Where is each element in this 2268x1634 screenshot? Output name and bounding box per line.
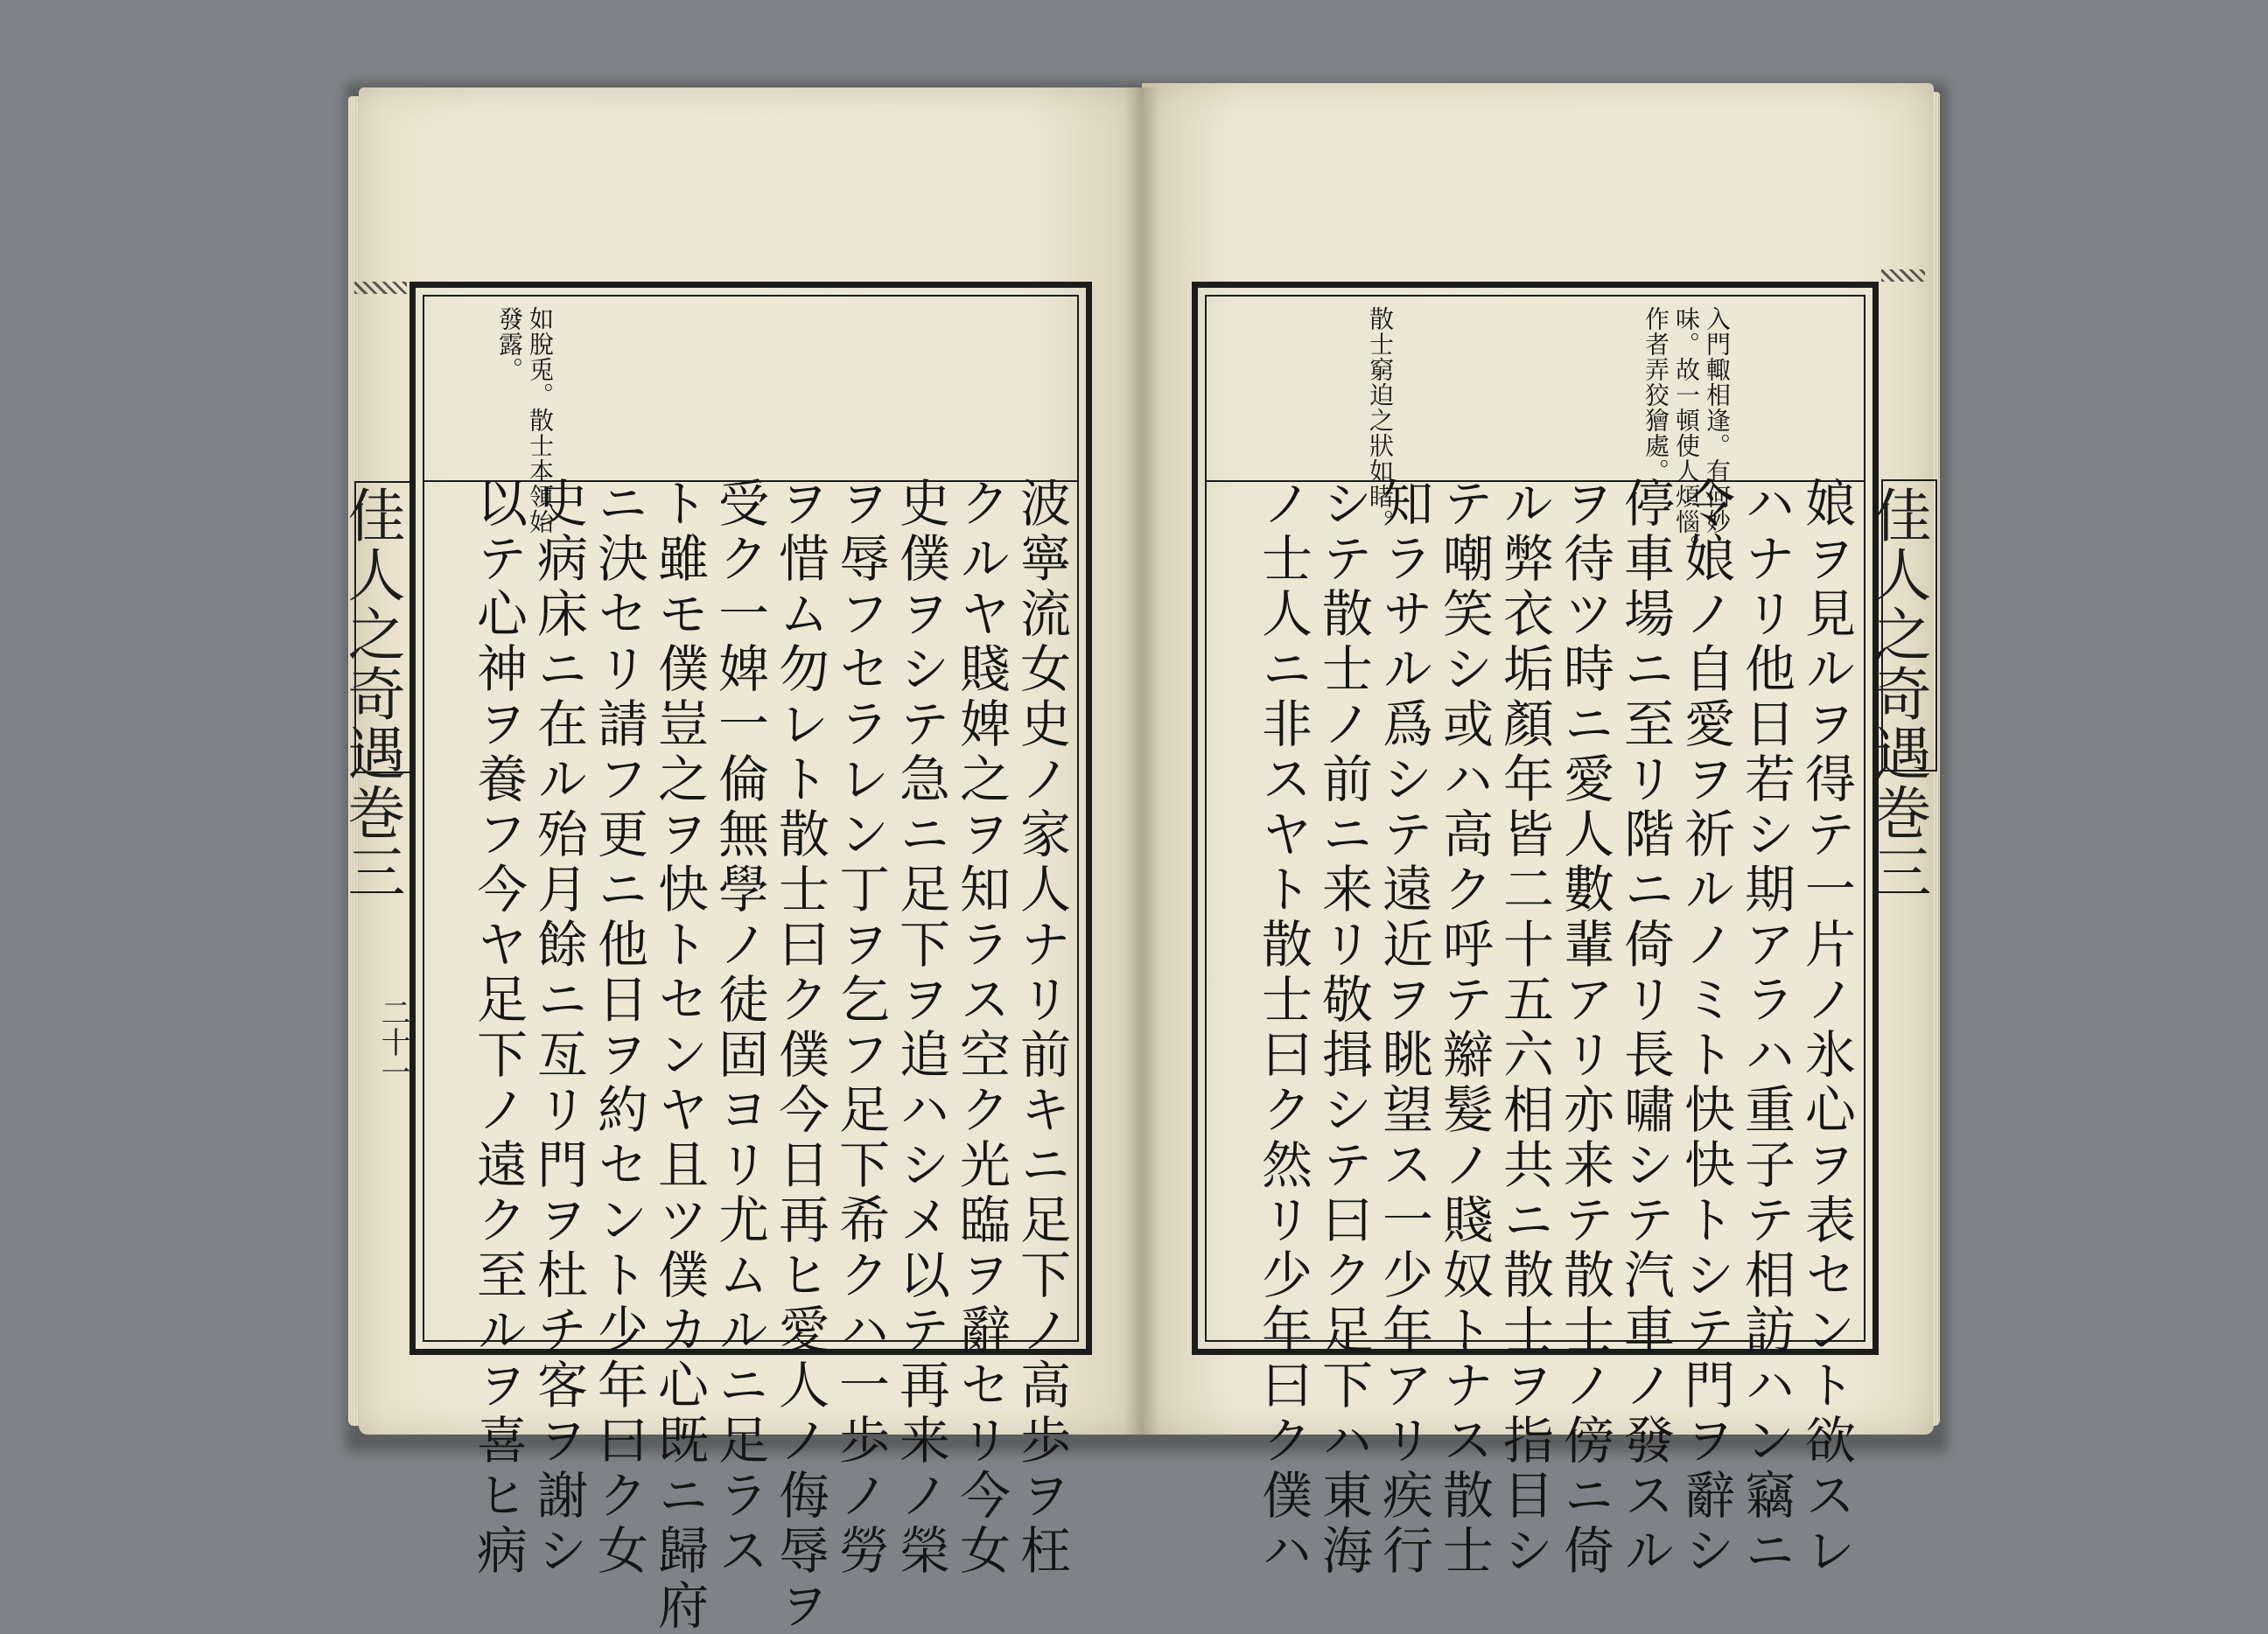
left-text-column-7: ト雖モ僕豈之ヲ快トセンヤ且ツ僕カ心既ニ歸府	[649, 477, 709, 1634]
left-text-column-6: 受ク一婢一倫無學ノ徒固ヨリ尤ムルニ足ラス	[710, 477, 769, 1579]
left-folio-number: 二十一	[375, 997, 410, 1086]
left-text-column-4: ヲ辱フセラレン丁ヲ乞フ足下希クハ一歩ノ勞	[830, 477, 890, 1579]
right-ornament	[1881, 269, 1925, 282]
right-text-column-2: ハナリ他日若シ期アラハ重子テ相訪ハン竊ニ	[1736, 477, 1796, 1579]
right-text-column-9: シテ散士ノ前ニ来リ敬揖シテ曰ク足下ハ東海	[1313, 477, 1373, 1579]
left-text-column-1: 波寧流女史ノ家人ナリ前キニ足下ノ高歩ヲ枉	[1012, 477, 1071, 1579]
left-headnote-2: 發露。	[495, 306, 524, 382]
left-text-column-10: 以テ心神ヲ養フ今ヤ足下ノ遠ク至ルヲ喜ヒ病	[468, 477, 528, 1579]
left-ornament	[354, 282, 407, 294]
left-text-column-9: 史病床ニ在ル殆月餘ニ亙リ門ヲ杜チ客ヲ謝シ	[528, 477, 588, 1579]
left-spine-title: 佳人之奇遇	[338, 485, 405, 783]
left-text-column-2: クルヤ賤婢之ヲ知ラス空ク光臨ヲ辭セリ今女	[951, 477, 1011, 1579]
left-text-column-8: ニ決セリ請フ更ニ他日ヲ約セント少年曰ク女	[589, 477, 648, 1579]
right-text-column-1: 娘ヲ見ルヲ得テ一片ノ氷心ヲ表セント欲スレ	[1796, 477, 1856, 1579]
right-headnote-2: 味。故一頓使人煩惱。	[1672, 306, 1701, 560]
right-headnote-3: 作者弄狡獪處。	[1642, 306, 1670, 484]
right-spine-title: 佳人之奇遇	[1864, 485, 1931, 783]
left-spine-volume: 巻三	[338, 783, 405, 902]
right-text-column-4: 停車場ニ至リ階ニ倚リ長嘯シテ汽車ノ發スル	[1615, 477, 1675, 1579]
left-text-column-3: 史僕ヲシテ急ニ足下ヲ追ハシメ以テ再来ノ榮	[891, 477, 950, 1579]
right-spine-volume: 巻三	[1864, 783, 1931, 902]
left-headnote-1: 如脫兎。散士本領始	[526, 306, 555, 534]
right-headnote-4: 散士窮迫之狀如睹。	[1366, 306, 1395, 534]
right-text-column-7: テ嘲笑シ或ハ高ク呼テ辮髮ノ賤奴トナス散士	[1434, 477, 1494, 1579]
book-gutter	[1124, 87, 1159, 1435]
right-headnote-1: 入門輙相逢。有何妙	[1703, 306, 1732, 534]
right-text-column-10: ノ士人ニ非スヤト散士曰ク然リ少年曰ク僕ハ	[1253, 477, 1312, 1579]
right-text-column-6: ル弊衣垢顏年皆二十五六相共ニ散士ヲ指目シ	[1494, 477, 1554, 1579]
right-text-column-8: 知ラサル爲シテ遠近ヲ眺望ス一少年アリ疾行	[1374, 477, 1433, 1579]
left-text-column-5: ヲ惜ム勿レト散士曰ク僕今日再ヒ愛人ノ侮辱ヲ	[770, 477, 830, 1634]
right-text-column-5: ヲ待ツ時ニ愛人數輩アリ亦来テ散士ノ傍ニ倚	[1555, 477, 1614, 1579]
right-text-column-3: 令娘ノ自愛ヲ祈ルノミト快快トシテ門ヲ辭シ	[1676, 477, 1735, 1579]
